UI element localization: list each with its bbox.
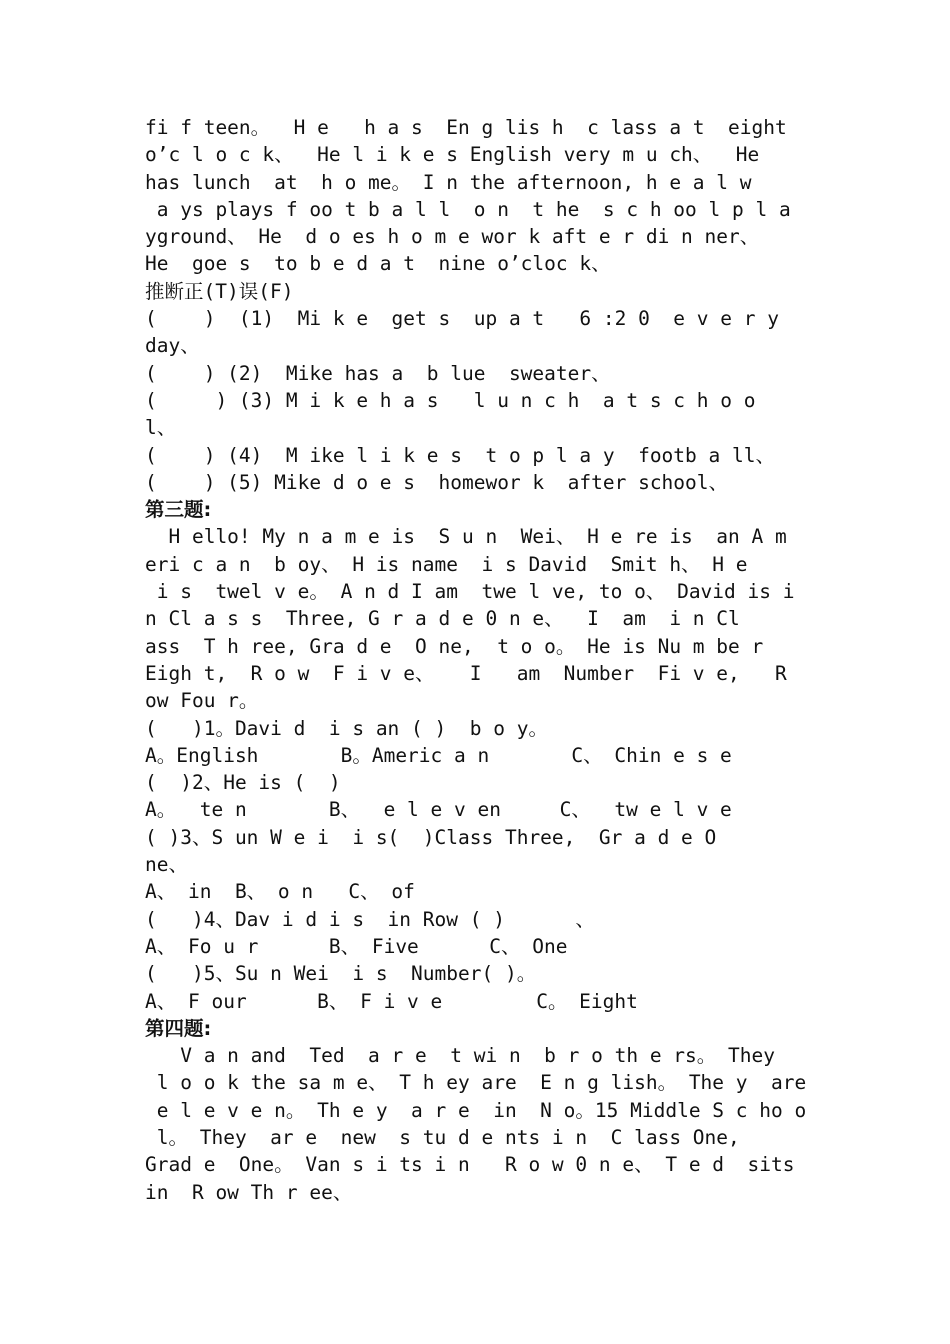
- text-line: ( )4、Dav i d i s in Row ( ) 、: [145, 907, 595, 931]
- text-line: H ello! My n a m e is S u n Wei、 H e re is an A m: [145, 525, 787, 549]
- text-line: ( )3、S un W e i i s( )Class Three, Gr a d e O: [145, 825, 717, 849]
- text-line: A、 Fo u r B、 Five C、 One: [145, 934, 568, 958]
- text-line: ow Fou r。: [145, 689, 259, 713]
- text-line: fi f teen。 H e h a s En g lis h c lass a t eight: [145, 116, 787, 139]
- text-line: ( ) (1) Mi k e get s up a t 6 :2 0 e v e r y: [145, 307, 779, 331]
- text-line: 推断正(T)误(F): [145, 279, 294, 303]
- text-line: n Cl a s s Three, G r a d e 0 n e、 I am i n Cl: [145, 607, 740, 631]
- document-page: [145, 114, 815, 1206]
- text-line: day、: [145, 334, 200, 358]
- text-line: A、 in B、 o n C、 of: [145, 880, 415, 904]
- text-line: e l e v e n。 Th e y a r e in N o。15 Middle S c ho o: [145, 1098, 807, 1122]
- text-line: ( ) (4) M ike l i k e s t o p l a y footb a ll、: [145, 443, 775, 467]
- text-line: Eigh t, R o w F i v e、 I am Number Fi v e, R: [145, 661, 787, 685]
- text-line: yground、 He d o es h o m e wor k aft e r di n ner、: [145, 225, 760, 249]
- text-line: l、: [145, 416, 177, 440]
- text-line: ( ) (3) M i k e h a s l u n c h a t s c h o o: [145, 388, 756, 412]
- text-line: A。English B。Americ a n C、 Chin e s e: [145, 743, 732, 767]
- text-line: ( ) (5) Mike d o e s homewor k after school、: [145, 470, 729, 494]
- section-heading: 第四题:: [145, 1016, 212, 1040]
- text-line: A。 te n B、 e l e v en C、 tw e l v e: [145, 798, 732, 822]
- text-line: eri c a n b oy、 H is name i s David Smit h、 H e: [145, 552, 748, 576]
- text-line: ( )1。Davi d i s an ( ) b o y。: [145, 716, 548, 740]
- text-line: l o o k the sa m e、 T h ey are E n g lish。 The y are: [145, 1071, 807, 1095]
- text-line: o’c l o c k、 He l i k e s English very m u ch、 He: [145, 143, 760, 167]
- text-line: ( )2、He is ( ): [145, 771, 341, 795]
- text-line: Grad e One。 Van s i ts i n R o w 0 n e、 T e d sits: [145, 1153, 795, 1177]
- text-line: has lunch at h o me。 I n the afternoon, h e a l w: [145, 170, 752, 194]
- text-line: l。 They ar e new s tu d e nts i n C lass One,: [145, 1125, 740, 1149]
- text-line: ( )5、Su n Wei i s Number( )。: [145, 962, 537, 986]
- text-line: i s twel v e。 A n d I am twe l ve, to o、 David is i: [145, 580, 795, 604]
- section-heading: 第三题:: [145, 498, 212, 522]
- text-line: He goe s to b e d a t nine o’cloc k、: [145, 252, 611, 276]
- text-line: in R ow Th r ee、: [145, 1180, 353, 1204]
- text-line: ( ) (2) Mike has a b lue sweater、: [145, 361, 611, 385]
- text-line: a ys plays f oo t b a l l o n t he s c h oo l p l a: [145, 197, 791, 221]
- text-line: ne、: [145, 853, 188, 877]
- text-line: ass T h ree, Gra d e O ne, t o o。 He is Nu m be r: [145, 634, 764, 658]
- text-line: V a n and Ted a r e t wi n b r o th e rs。 They: [145, 1044, 775, 1068]
- text-line: A、 F our B、 F i v e C。 Eight: [145, 989, 638, 1013]
